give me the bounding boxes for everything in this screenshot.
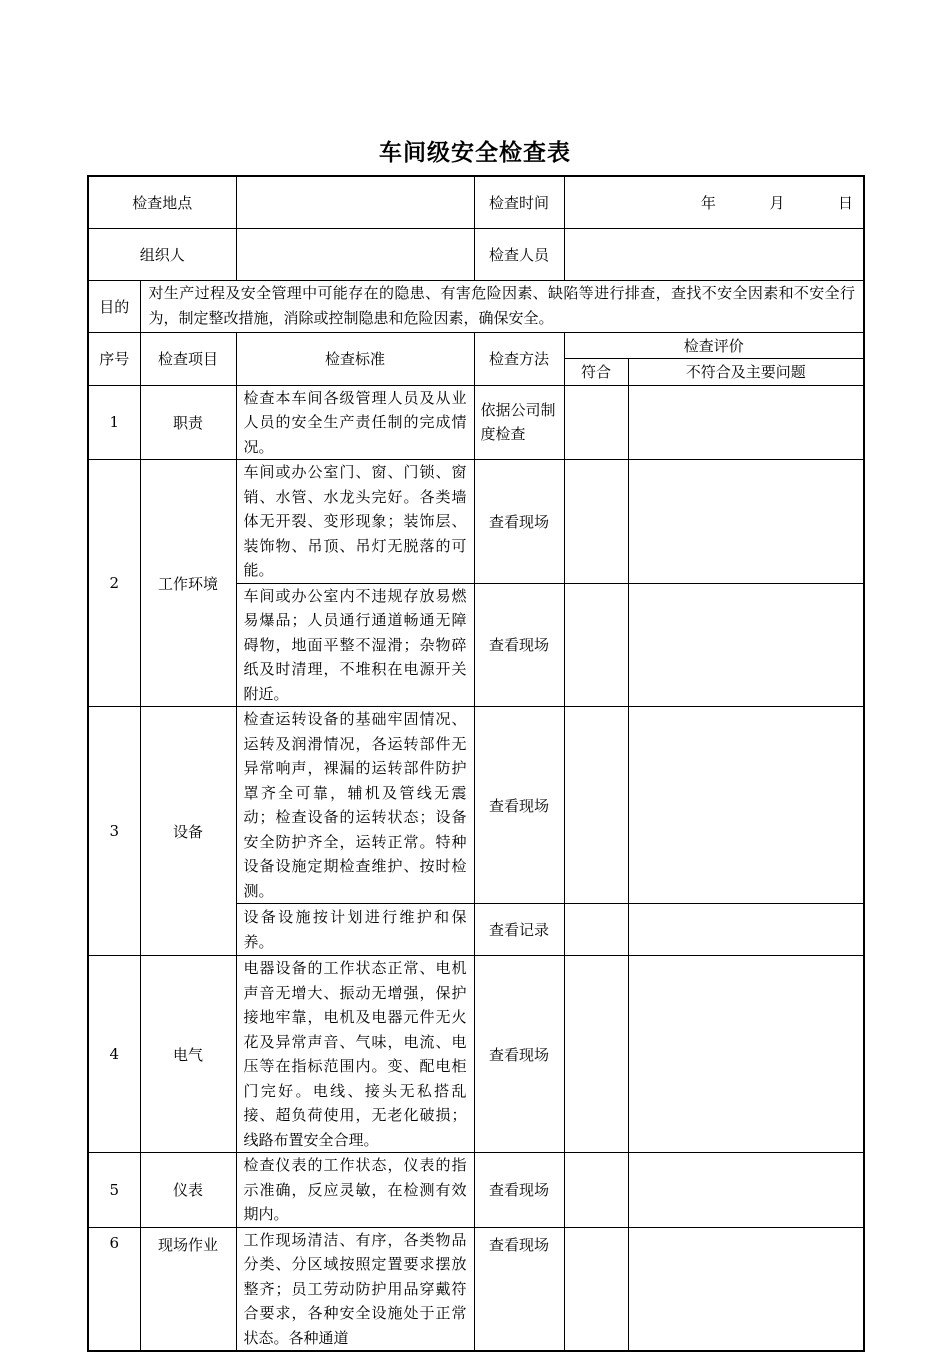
col-standard: 检查标准 [236,332,474,385]
organizer-value[interactable] [236,228,474,280]
row-method: 查看现场 [474,956,564,1153]
inspectors-label: 检查人员 [474,228,564,280]
row-standard: 检查本车间各级管理人员及从业人员的安全生产责任制的完成情况。 [236,385,474,460]
conform-cell[interactable] [564,707,628,904]
conform-cell[interactable] [564,583,628,707]
table-row [88,385,864,460]
row-standard: 设备设施按计划进行维护和保养。 [236,904,474,956]
date-year: 年 [700,193,716,212]
row-method: 查看现场 [474,1153,564,1228]
col-item: 检查项目 [140,332,236,385]
row-no: 6 [88,1227,140,1351]
conform-cell[interactable] [564,1153,628,1228]
row-standard: 电器设备的工作状态正常、电机声音无增大、振动无增强，保护接地牢靠，电机及电器元件无火花及异常声音、气味，电流、电压等在指标范围内。变、配电柜门完好。电线、接头无私搭乱接、超负荷使用，无老化破损；线路布置安全合理。 [236,956,474,1153]
location-value[interactable] [236,176,474,228]
nonconform-cell[interactable] [628,583,864,707]
date-month: 月 [769,193,785,212]
conform-cell[interactable] [564,385,628,460]
row-standard: 车间或办公室门、窗、门锁、窗销、水管、水龙头完好。各类墙体无开裂、变形现象；装饰层、装饰物、吊顶、吊灯无脱落的可能。 [236,460,474,584]
col-no: 序号 [88,332,140,385]
organizer-label: 组织人 [88,228,236,280]
row-method: 查看现场 [474,583,564,707]
conform-cell[interactable] [564,460,628,584]
location-label: 检查地点 [88,176,236,228]
conform-cell[interactable] [564,1227,628,1351]
table-row [88,460,864,584]
table-row [88,1153,864,1228]
row-standard: 工作现场清洁、有序，各类物品分类、分区域按照定置要求摆放整齐；员工劳动防护用品穿戴符合要求，各种安全设施处于正常状态。各种通道 [236,1227,474,1351]
table-row [88,1227,864,1351]
nonconform-cell[interactable] [628,1227,864,1351]
col-method: 检查方法 [474,332,564,385]
col-nonconform: 不符合及主要问题 [628,358,864,385]
row-standard: 车间或办公室内不违规存放易燃易爆品；人员通行通道畅通无障碍物，地面平整不湿滑；杂物碎纸及时清理，不堆积在电源开关附近。 [236,583,474,707]
time-label: 检查时间 [474,176,564,228]
purpose-label: 目的 [88,280,140,332]
purpose-text: 对生产过程及安全管理中可能存在的隐患、有害危险因素、缺陷等进行排查，查找不安全因素和不安全行为，制定整改措施，消除或控制隐患和危险因素，确保安全。 [140,280,864,332]
row-method: 查看现场 [474,1227,564,1351]
date-day: 日 [838,193,854,212]
row-no: 1 [88,385,140,460]
table-row [88,956,864,1153]
nonconform-cell[interactable] [628,707,864,904]
nonconform-cell[interactable] [628,385,864,460]
row-method: 查看记录 [474,904,564,956]
row-item: 电气 [140,956,236,1153]
conform-cell[interactable] [564,904,628,956]
row-method: 依据公司制度检查 [474,385,564,460]
row-standard: 检查运转设备的基础牢固情况、运转及润滑情况，各运转部件无异常响声，裸漏的运转部件防护罩齐全可靠，辅机及管线无震动；检查设备的运转状态；设备安全防护齐全，运转正常。特种设备设施定期检查维护、按时检测。 [236,707,474,904]
row-no: 5 [88,1153,140,1228]
row-item: 设备 [140,707,236,956]
conform-cell[interactable] [564,956,628,1153]
col-evaluation: 检查评价 [564,332,864,358]
nonconform-cell[interactable] [628,956,864,1153]
row-method: 查看现场 [474,707,564,904]
nonconform-cell[interactable] [628,1153,864,1228]
page-title: 车间级安全检查表 [379,139,571,166]
inspection-table [87,175,865,1352]
nonconform-cell[interactable] [628,460,864,584]
row-method: 查看现场 [474,460,564,584]
row-item: 现场作业 [140,1227,236,1351]
row-no: 2 [88,460,140,707]
row-item: 工作环境 [140,460,236,707]
row-item: 仪表 [140,1153,236,1228]
inspectors-value[interactable] [564,228,864,280]
row-standard: 检查仪表的工作状态，仪表的指示准确，反应灵敏，在检测有效期内。 [236,1153,474,1228]
row-item: 职责 [140,385,236,460]
row-no: 4 [88,956,140,1153]
nonconform-cell[interactable] [628,904,864,956]
col-conform: 符合 [564,358,628,385]
row-no: 3 [88,707,140,956]
time-value[interactable] [564,176,864,228]
table-row [88,707,864,904]
